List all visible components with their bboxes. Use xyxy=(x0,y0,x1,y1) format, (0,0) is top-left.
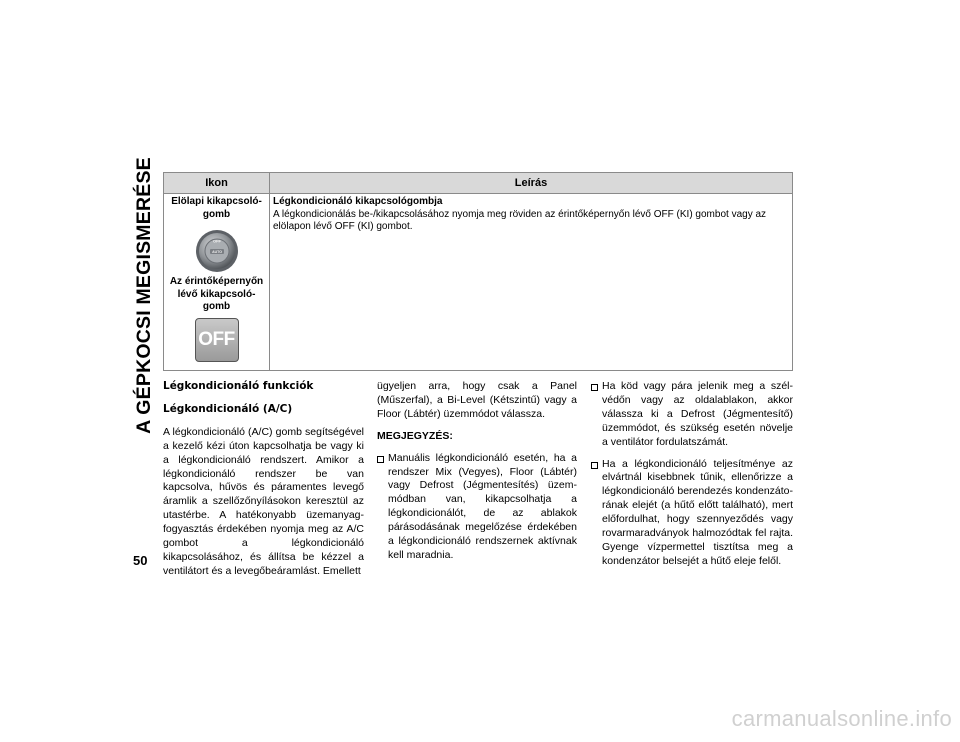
ac-off-knob-icon xyxy=(195,229,239,273)
table-header-row xyxy=(164,173,793,194)
header-description: Leírás xyxy=(270,173,793,194)
section-side-title xyxy=(128,156,160,434)
text-column-1 xyxy=(163,380,364,587)
knob-off-text: OFF xyxy=(212,238,221,244)
icon-cell xyxy=(164,194,270,371)
ac-paragraph: A légkondicionáló (A/C) gomb segítségével a kezelő kézi úton kapcsolhatja be vagy ki a légkondicionáló rendszert. Amikor a légkondicionáló rendszer be van kapcsolva, hűvös és páramentes levegő áramlik a szellőzőnyílásokon keresztül az utastérbe. A hatékonyabb üzemanyag-fogyasztás érdekében nyomja meg az A/C gombot a légkondicionáló kikapcsolásához, és állítsa be kézzel a ventilátort és a levegőbeáramlást. Emellett xyxy=(163,425,364,577)
page-number: 50 xyxy=(133,553,148,568)
touchscreen-button-label: Az érintőképernyőn lévő kikapcsoló-gomb xyxy=(169,276,264,313)
off-button-text: OFF xyxy=(198,328,235,350)
note-bullet-text: Ha köd vagy pára jelenik meg a szélvédőn vagy az oldalablakon, akkor válassza ki a Defrost (Jégmentesítő) üzemmódot, és szükség esetén növelje a ventilátor fordulatszámát. xyxy=(602,380,793,448)
text-column-3 xyxy=(591,380,793,577)
note-heading: MEGJEGYZÉS: xyxy=(377,429,453,442)
section-title-text: A GÉPKOCSI MEGISMERÉSE xyxy=(132,156,155,434)
watermark: carmanualsonline.info xyxy=(731,706,952,731)
note-bullet xyxy=(377,452,577,563)
note-bullet xyxy=(591,458,793,569)
note-bullet-text: Ha a légkondicionáló teljesítménye az elvártnál kisebbnek tűnik, ellenőrizze a légkondicionáló berendezés kondenzátorának elejét (a hűtő előtt található), mert előfordulhat, hogy szennyeződés vagy rovarmaradványok halmozódtak fel rajta. Gyenge vízpermettel tisztítsa meg a kondenzátor belsejét a hűtő eleje felől. xyxy=(602,457,793,567)
section-heading-ac: Légkondicionáló (A/C) xyxy=(163,402,293,415)
mode-paragraph: ügyeljen arra, hogy csak a Panel (Műszerfal), a Bi-Level (Kétszintű) vagy a Floor (Lábtér) üzemmódot válassza. xyxy=(377,380,577,420)
description-title: Légkondicionáló kikapcsológombja xyxy=(273,196,443,207)
section-heading-functions: Légkondicionáló funkciók xyxy=(163,380,314,392)
header-icon: Ikon xyxy=(164,173,270,194)
table-row xyxy=(164,194,793,371)
text-column-2 xyxy=(377,380,577,571)
note-bullet-text: Manuális légkondicionáló esetén, ha a rendszer Mix (Vegyes), Floor (Lábtér) vagy Defrost (Jégmentesítés) üzemmódban van, kikapcsolhatja a légkondicionálót, de az ablakok párásodásának megelőzése érdekében a légkondicionáló rendszernek aktívnak kell maradnia. xyxy=(388,451,577,561)
note-bullet xyxy=(591,380,793,450)
touchscreen-off-button-icon xyxy=(195,318,239,362)
description-cell xyxy=(270,194,793,371)
icon-description-table xyxy=(163,172,793,371)
front-button-label: Elölapi kikapcsoló-gomb xyxy=(171,196,262,220)
knob-auto-text: AUTO xyxy=(211,250,222,255)
description-text: A légkondicionálás be-/kikapcsolásához nyomja meg röviden az érintőképernyőn lévő OFF (KI) gombot vagy az elölapon lévő OFF (KI) gombot. xyxy=(273,208,767,233)
